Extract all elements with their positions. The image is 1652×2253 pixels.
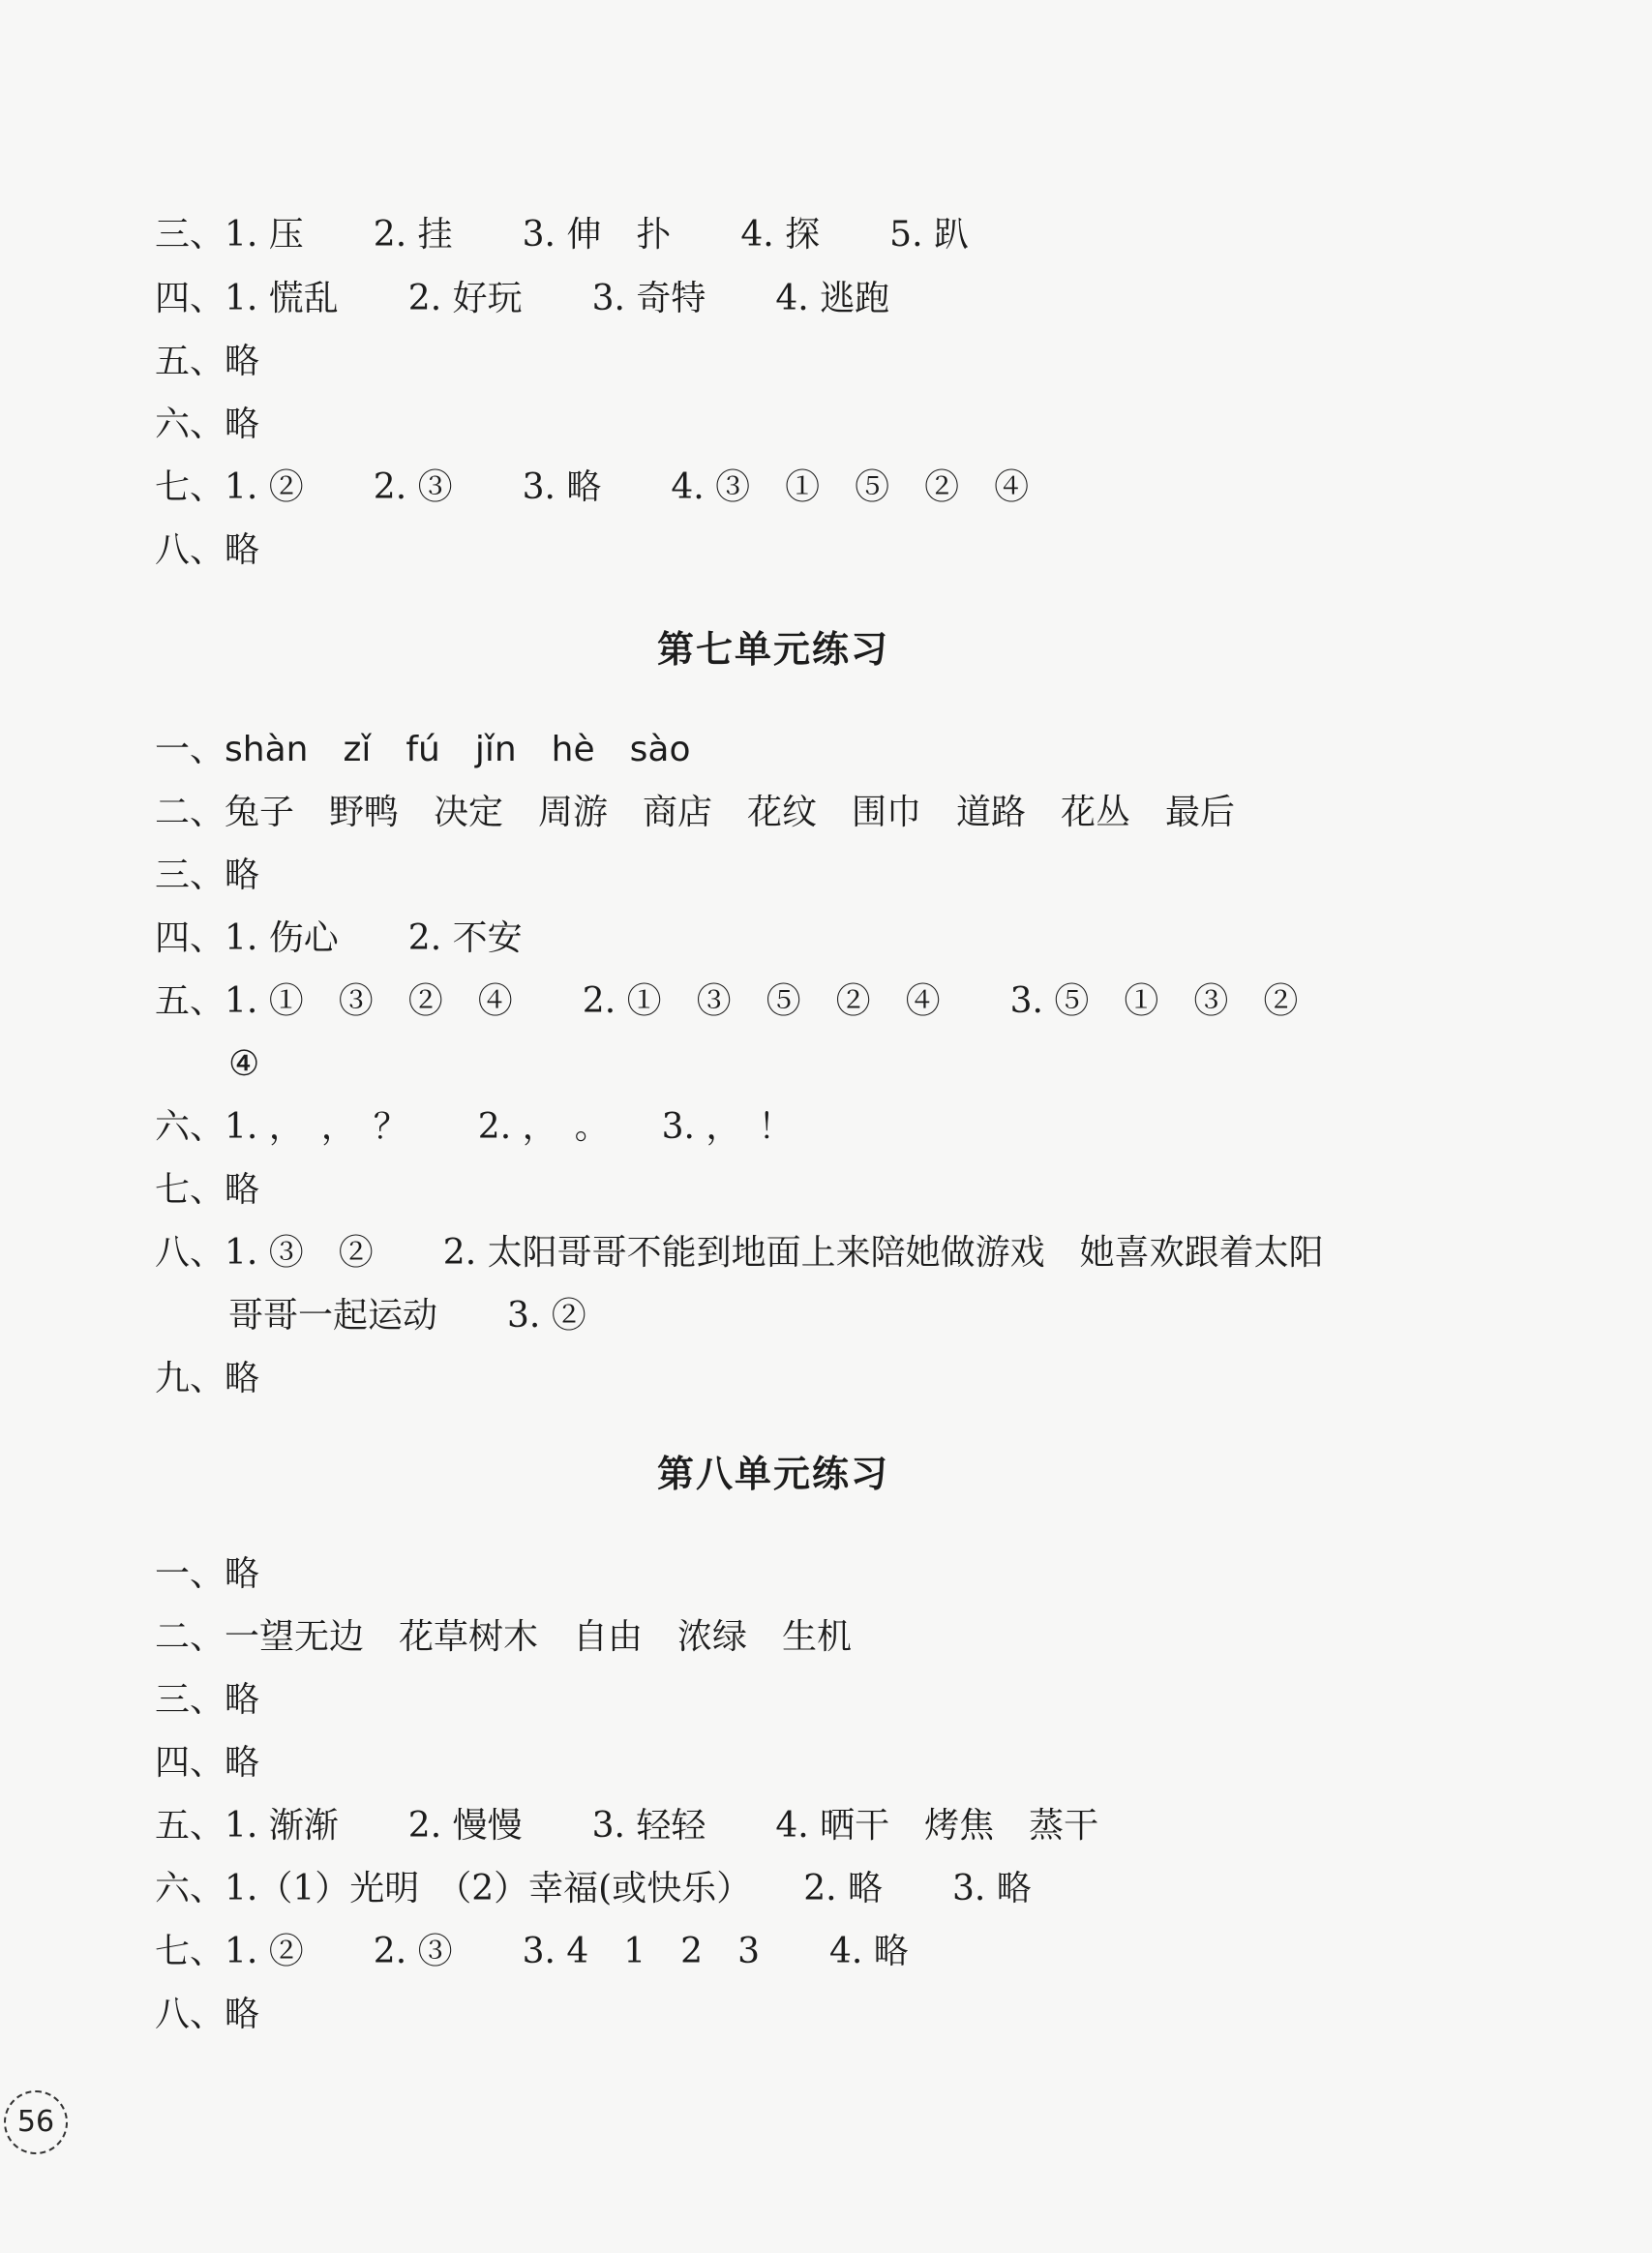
answer-line-continuation: 哥哥一起运动 3. ② [228,1296,586,1336]
answer-line: 六、1. ， ， ？ 2. ， 。 3. ， ！ [155,1107,794,1147]
answer-line: 七、1. ② 2. ③ 3. 略 4. ③ ① ⑤ ② ④ [155,467,1030,507]
answer-line: 一、shàn zǐ fú jǐn hè sào [155,730,691,769]
answer-line: 四、略 [155,1743,260,1783]
answer-line: 五、1. 渐渐 2. 慢慢 3. 轻轻 4. 晒干 烤焦 蒸干 [155,1806,1099,1846]
answer-line: 八、略 [155,1995,260,2034]
answer-line: 九、略 [155,1359,260,1398]
answer-line: 六、1.（1）光明 （2）幸福(或快乐） 2. 略 3. 略 [155,1869,1032,1908]
answer-line: 五、1. ① ③ ② ④ 2. ① ③ ⑤ ② ④ 3. ⑤ ① ③ ② [155,981,1299,1021]
answer-line: 四、1. 慌乱 2. 好玩 3. 奇特 4. 逃跑 [155,279,890,318]
answer-line: 二、兔子 野鸭 决定 周游 商店 花纹 围巾 道路 花丛 最后 [155,793,1236,832]
answer-line: 一、略 [155,1554,260,1594]
answer-line: 七、略 [155,1170,260,1210]
answer-line-continuation: ④ [228,1044,260,1084]
answer-line: 七、1. ② 2. ③ 3. 4 1 2 3 4. 略 [155,1932,909,1971]
section-heading-unit8: 第八单元练习 [656,1453,889,1495]
page-number: 56 [4,2090,68,2154]
answer-line: 六、略 [155,405,260,444]
answer-line: 四、1. 伤心 2. 不安 [155,918,523,958]
answer-line: 五、略 [155,342,260,381]
answer-line: 三、1. 压 2. 挂 3. 伸 扑 4. 探 5. 趴 [155,215,969,255]
answer-line: 三、略 [155,856,260,895]
answer-line: 二、一望无边 花草树木 自由 浓绿 生机 [155,1617,853,1657]
section-heading-unit7: 第七单元练习 [656,628,889,671]
answer-line: 八、1. ③ ② 2. 太阳哥哥不能到地面上来陪她做游戏 她喜欢跟着太阳 [155,1233,1324,1273]
answer-line: 八、略 [155,530,260,570]
answer-line: 三、略 [155,1680,260,1720]
